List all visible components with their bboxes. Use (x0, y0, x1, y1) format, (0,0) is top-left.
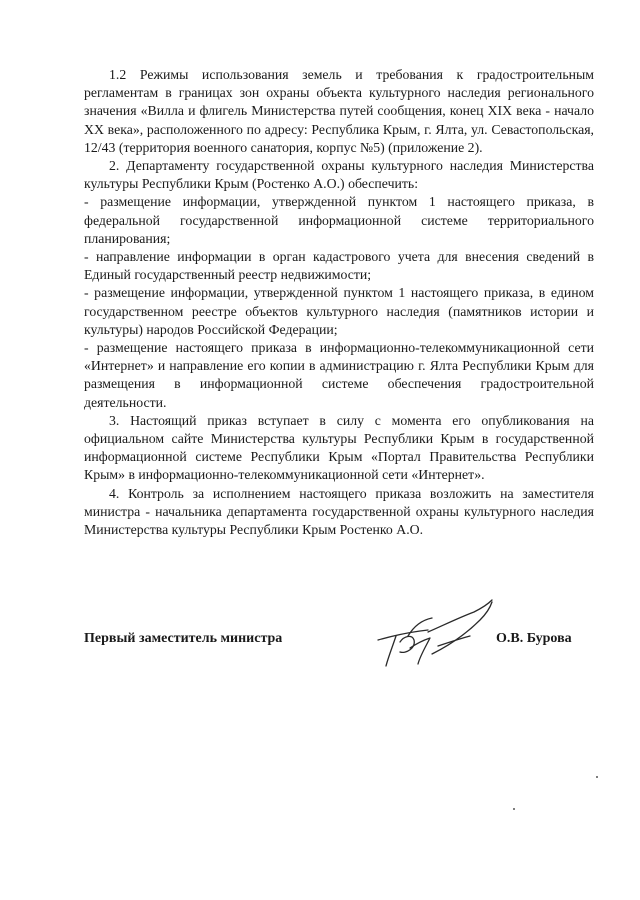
handwritten-signature (370, 596, 506, 676)
list-item-internet-publication: - размещение настоящего приказа в информационно-телекоммуникационной сети «Интернет» и направление его копии в администрацию г. Ялта Республики Крым для размещения в информационной системе обеспечения градостроительной деятельности. (84, 340, 594, 410)
signer-title: Первый заместитель министра (84, 631, 283, 646)
scan-speck (513, 808, 515, 810)
scan-speck (596, 776, 598, 778)
signature-block (84, 596, 594, 686)
list-item-fgis-tp: - размещение информации, утвержденной пунктом 1 настоящего приказа, в федеральной государственной информационной системе территориального планирования; (84, 194, 594, 246)
list-item-cadastral: - направление информации в орган кадастрового учета для внесения сведений в Единый государственный реестр недвижимости; (84, 249, 594, 283)
paragraph-1-2: 1.2 Режимы использования земель и требования к градостроительным регламентам в границах зон охраны объекта культурного наследия регионального значения «Вилла и флигель Министерства путей сообщения, конец XIX века - начало XX века», расположенного по адресу: Республика Крым, г. Ялта, ул. Севастопольская, 12/43 (территория военного санатория, корпус №5) (приложение 2). (84, 67, 594, 155)
paragraph-2: 2. Департаменту государственной охраны культурного наследия Министерства культуры Республики Крым (Ростенко А.О.) обеспечить: (84, 158, 594, 192)
paragraph-3: 3. Настоящий приказ вступает в силу с момента его опубликования на официальном сайте Министерства культуры Республики Крым в государственной информационной системе Республики Крым «Портал Правительства Республики Крым» в информационно-телекоммуникационной сети «Интернет». (84, 412, 594, 483)
signer-name: О.В. Бурова (496, 631, 572, 646)
paragraph-4: 4. Контроль за исполнением настоящего приказа возложить на заместителя министра - начальника департамента государственной охраны культурного наследия Министерства культуры Республики Крым Ростенко А.О. (84, 485, 594, 538)
order-body-text (84, 66, 594, 539)
list-item-heritage-registry: - размещение информации, утвержденной пунктом 1 настоящего приказа, в едином государственном реестре объектов культурного наследия (памятников истории и культуры) народов Российской Федерации; (84, 285, 594, 337)
